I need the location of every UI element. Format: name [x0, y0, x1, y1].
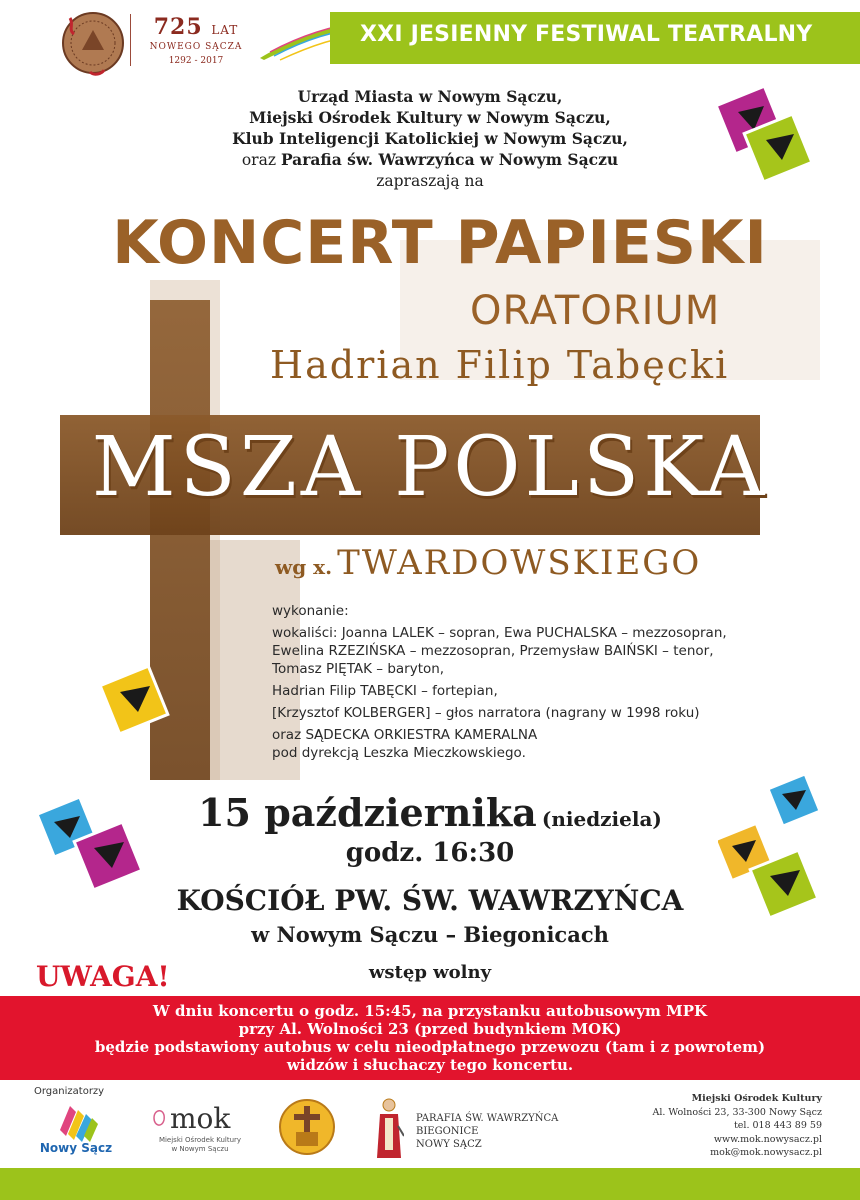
- anniversary-city: NOWEGO SĄCZA: [149, 42, 243, 52]
- footer-bar: [0, 1168, 860, 1200]
- invite-text: zapraszają na: [376, 172, 484, 190]
- mok-logo-icon: [148, 1098, 248, 1138]
- work-author: wg x. TWARDOWSKIEGO: [275, 543, 702, 583]
- performers-vocalists-3: Tomasz PIĘTAK – baryton,: [272, 661, 445, 677]
- composer-name: Hadrian Filip Tabęcki: [270, 343, 730, 387]
- contact-email[interactable]: mok@mok.nowysacz.pl: [710, 1147, 822, 1158]
- anniversary-years: 1292 - 2017: [168, 56, 224, 66]
- theatre-mask-icon: [96, 664, 176, 736]
- work-title: MSZA POLSKA: [91, 420, 769, 515]
- saint-figure-icon: [374, 1096, 404, 1160]
- contact-address: Al. Wolności 23, 33-300 Nowy Sącz: [652, 1106, 822, 1118]
- theatre-mask-icon: [716, 80, 816, 184]
- organiser-4: oraz Parafia św. Wawrzyńca w Nowym Sączu: [241, 150, 619, 169]
- top-bar: [0, 0, 860, 70]
- performers-orchestra: oraz SĄDECKA ORKIESTRA KAMERALNA: [272, 727, 538, 743]
- contact-name: Miejski Ośrodek Kultury: [691, 1093, 822, 1104]
- organisers-label: Organizatorzy: [34, 1086, 105, 1097]
- contact-block: [560, 1092, 822, 1160]
- city-seal-icon: [60, 10, 126, 76]
- alert-heading: UWAGA!: [36, 960, 170, 993]
- parish-logo-icon: [278, 1098, 336, 1156]
- svg-text:mok: mok: [170, 1102, 231, 1135]
- concert-title: KONCERT PAPIESKI: [112, 208, 768, 278]
- organiser-2: Miejski Ośrodek Kultury w Nowym Sączu,: [249, 108, 611, 127]
- nowy-sacz-logo-text: Nowy Sącz: [39, 1141, 113, 1155]
- anniversary-badge: [136, 14, 256, 66]
- entry-info: wstęp wolny: [368, 962, 492, 983]
- performers-block: [272, 602, 832, 762]
- banner-line-2: przy Al. Wolności 23 (przed budynkiem MOK): [238, 1020, 622, 1038]
- performers-piano: Hadrian Filip TABĘCKI – fortepian,: [272, 683, 498, 699]
- event-date: 15 października (niedziela): [198, 790, 662, 835]
- concert-subtitle: ORATORIUM: [470, 288, 721, 334]
- festival-title: XXI JESIENNY FESTIWAL TEATRALNY: [360, 22, 813, 47]
- mok-logo-text: Miejski Ośrodek Kultury w Nowym Sączu: [158, 1136, 242, 1153]
- performers-heading: wykonanie:: [272, 603, 349, 619]
- organiser-1: Urząd Miasta w Nowym Sączu,: [297, 87, 563, 106]
- performers-conductor: pod dyrekcją Leszka Mieczkowskiego.: [272, 745, 526, 761]
- performers-vocalists-2: Ewelina RZEZIŃSKA – mezzosopran, Przemysław BAIŃSKI – tenor,: [272, 643, 714, 659]
- banner-line-3: będzie podstawiony autobus w celu nieodpłatnego przewozu (tam i z powrotem): [94, 1038, 766, 1056]
- organiser-3: Klub Inteligencji Katolickiej w Nowym Sączu,: [232, 129, 628, 148]
- anniversary-number: 725 LAT: [153, 14, 239, 40]
- banner-line-1: W dniu koncertu o godz. 15:45, na przystanku autobusowym MPK: [152, 1002, 708, 1020]
- performers-narrator: [Krzysztof KOLBERGER] – głos narratora (nagrany w 1998 roku): [272, 705, 700, 721]
- anniversary-divider: [130, 14, 131, 66]
- banner-line-4: widzów i słuchaczy tego koncertu.: [286, 1056, 574, 1074]
- event-venue: KOŚCIÓŁ PW. ŚW. WAWRZYŃCA: [176, 884, 684, 917]
- parish-name: PARAFIA ŚW. WAWRZYŃCA BIEGONICE NOWY SĄCZ: [416, 1113, 559, 1150]
- bus-notice-banner: [0, 996, 860, 1080]
- performers-vocalists-1: wokaliści: Joanna LALEK – sopran, Ewa PUCHALSKA – mezzosopran,: [272, 625, 727, 641]
- contact-web[interactable]: www.mok.nowysacz.pl: [713, 1133, 822, 1145]
- contact-phone: tel. 018 443 89 59: [733, 1120, 822, 1131]
- event-venue-sub: w Nowym Sączu – Biegonicach: [251, 922, 609, 947]
- organisers-block: [100, 86, 760, 192]
- event-time: godz. 16:30: [345, 838, 515, 868]
